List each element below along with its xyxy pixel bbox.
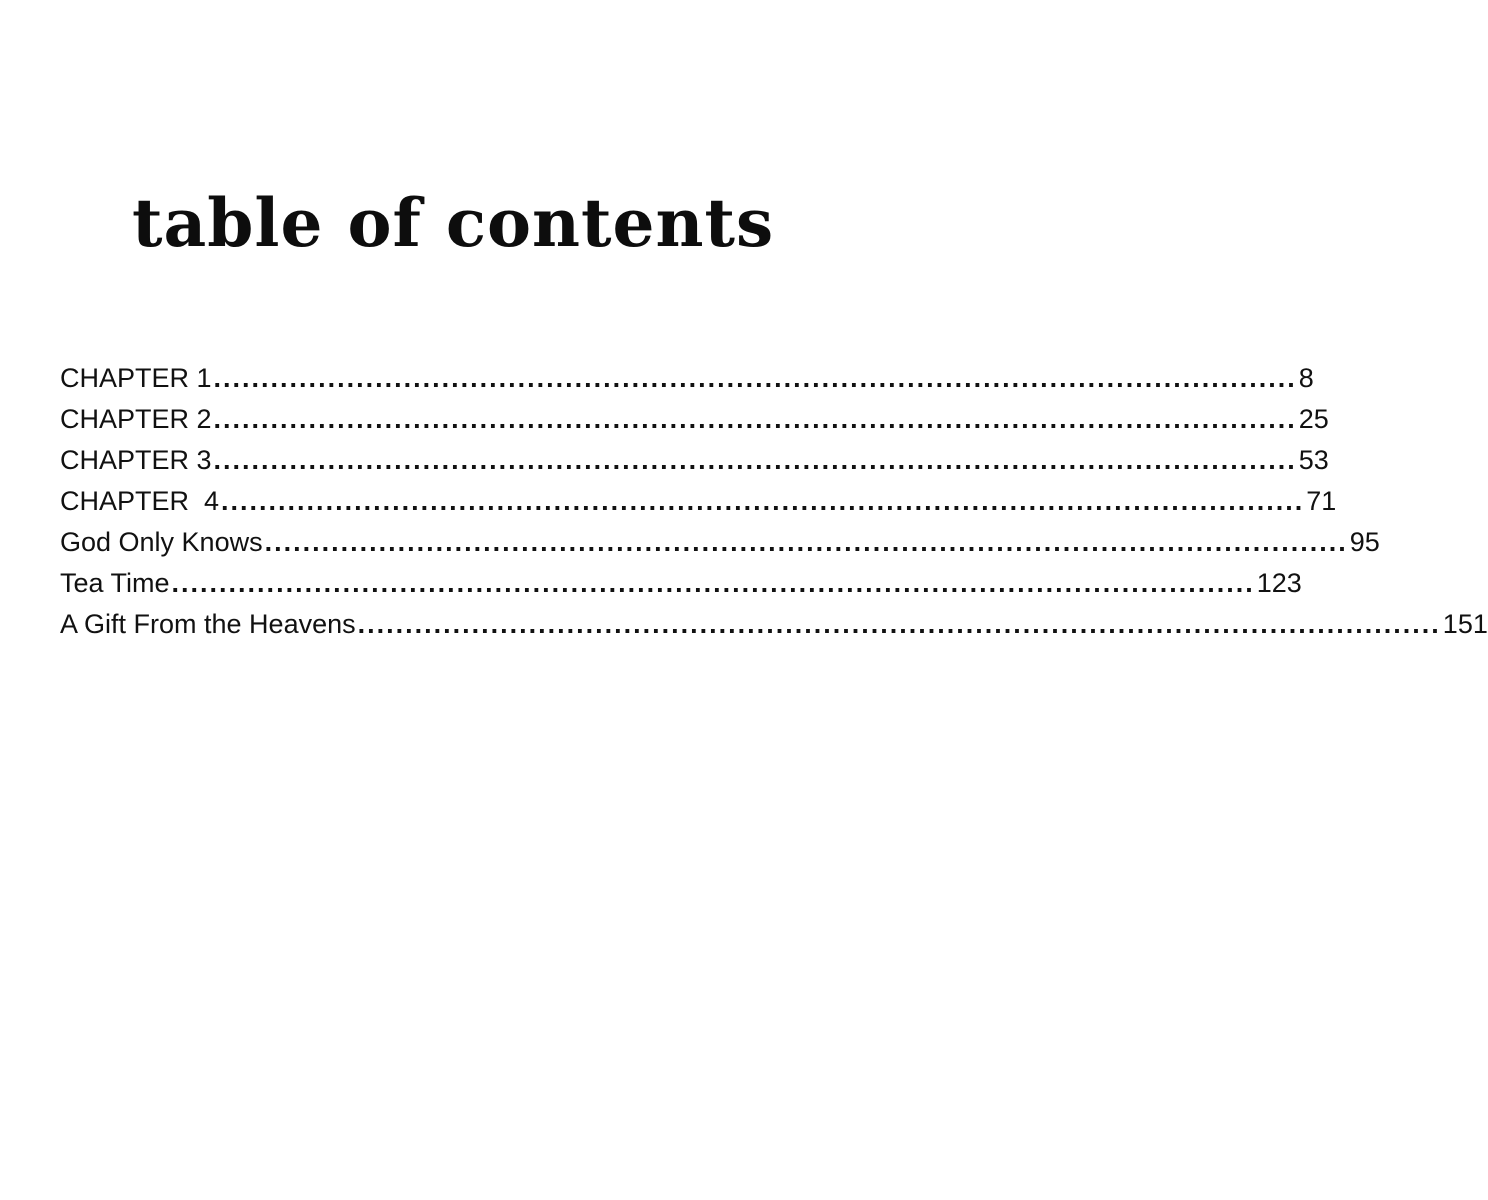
toc-entry-a-gift-from-the-heavens — [60, 604, 1488, 645]
toc-entry-tea-time — [60, 563, 1302, 604]
toc-entry-chapter-3 — [60, 440, 1329, 481]
dot-leader: .................................................................................................................. — [264, 527, 1348, 557]
toc-entry-title: God Only Knows — [60, 527, 263, 557]
toc-entry-page: 95 — [1349, 527, 1380, 557]
toc-entry-title: CHAPTER 3 — [60, 445, 212, 475]
dot-leader: .................................................................................................................. — [213, 404, 1297, 434]
toc-entry-chapter-1 — [60, 358, 1314, 399]
page-title: table of contents — [132, 184, 775, 262]
dot-leader: .................................................................................................................. — [213, 363, 1297, 393]
toc-entry-title: A Gift From the Heavens — [60, 609, 356, 639]
toc-entry-page: 53 — [1298, 445, 1329, 475]
toc-entry-title: CHAPTER 2 — [60, 404, 212, 434]
toc-entry-page: 123 — [1256, 568, 1302, 598]
toc-entry-chapter-4 — [60, 481, 1337, 522]
toc-entry-title: Tea Time — [60, 568, 170, 598]
dot-leader: .................................................................................................................. — [171, 568, 1255, 598]
toc-entry-page: 25 — [1298, 404, 1329, 434]
toc-entry-title: CHAPTER 1 — [60, 363, 212, 393]
dot-leader: .................................................................................................................. — [221, 486, 1305, 516]
toc-entry-chapter-2 — [60, 399, 1329, 440]
toc-entry-god-only-knows — [60, 522, 1380, 563]
toc-entry-page: 8 — [1298, 363, 1314, 393]
toc-list — [60, 358, 1488, 645]
dot-leader: .................................................................................................................. — [357, 609, 1441, 639]
toc-entry-title: CHAPTER 4 — [60, 486, 220, 516]
toc-entry-page: 71 — [1306, 486, 1337, 516]
dot-leader: .................................................................................................................. — [213, 445, 1297, 475]
toc-entry-page: 151 — [1442, 609, 1488, 639]
